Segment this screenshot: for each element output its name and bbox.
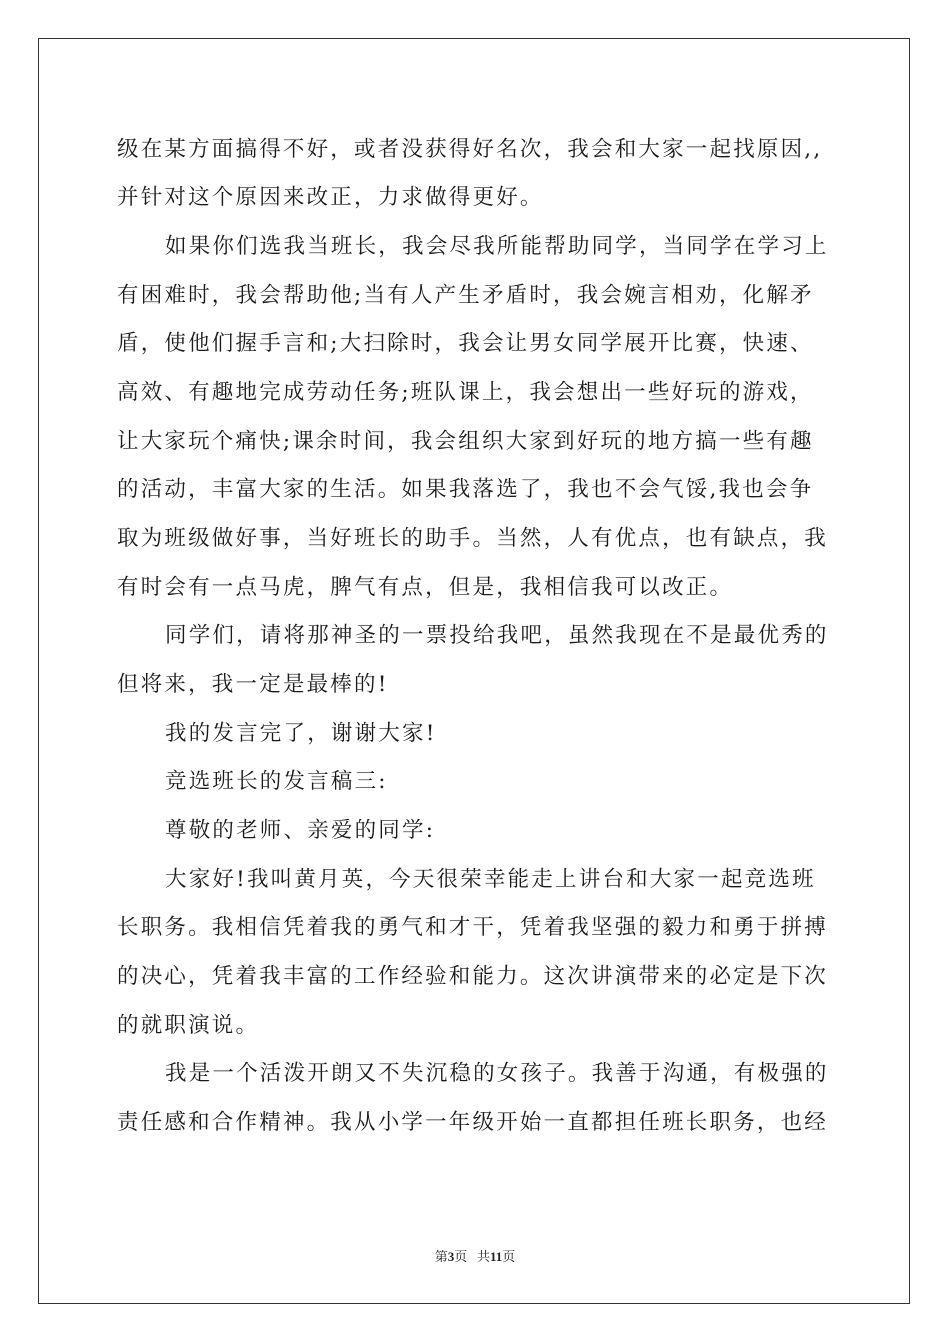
total-page-count: 11 bbox=[489, 1249, 503, 1264]
footer-total-prefix: 共 bbox=[476, 1249, 490, 1264]
body-line: 的就职演说。 bbox=[117, 1013, 260, 1038]
paragraph-start-line: 我的发言完了，谢谢大家! bbox=[165, 721, 437, 746]
body-line: 责任感和合作精神。我从小学一年级开始一直都担任班长职务，也经 bbox=[117, 1110, 829, 1135]
body-line: 并针对这个原因来改正，力求做得更好。 bbox=[117, 185, 544, 210]
body-line: 盾，使他们握手言和;大扫除时，我会让男女同学展开比赛，快速、 bbox=[117, 331, 814, 356]
current-page-number: 3 bbox=[447, 1249, 455, 1264]
body-line: 有时会有一点马虎，脾气有点，但是，我相信我可以改正。 bbox=[117, 575, 734, 600]
salutation: 尊敬的老师、亲爱的同学: bbox=[165, 818, 436, 843]
footer-prefix: 第 bbox=[434, 1249, 448, 1264]
paragraph-start-line: 如果你们选我当班长，我会尽我所能帮助同学，当同学在学习上 bbox=[165, 234, 829, 259]
paragraph-start-line: 我是一个活泼开朗又不失沉稳的女孩子。我善于沟通，有极强的 bbox=[165, 1061, 829, 1086]
body-line: 长职务。我相信凭着我的勇气和才干，凭着我坚强的毅力和勇于拼搏 bbox=[117, 915, 829, 940]
body-line: 级在某方面搞得不好，或者没获得好名次，我会和大家一起找原因,, bbox=[117, 137, 823, 162]
body-line: 高效、有趣地完成劳动任务;班队课上，我会想出一些好玩的游戏， bbox=[117, 380, 814, 405]
body-line: 取为班级做好事，当好班长的助手。当然，人有优点，也有缺点，我 bbox=[117, 526, 829, 551]
page-footer bbox=[0, 1248, 950, 1266]
body-line: 的活动，丰富大家的生活。如果我落选了，我也不会气馁,我也会争 bbox=[117, 477, 814, 502]
footer-total-unit: 页 bbox=[502, 1249, 516, 1264]
section-heading: 竞选班长的发言稿三: bbox=[165, 769, 388, 794]
body-line: 但将来，我一定是最棒的! bbox=[117, 672, 389, 697]
body-line: 有困难时，我会帮助他;当有人产生矛盾时，我会婉言相劝，化解矛 bbox=[117, 283, 814, 308]
body-line: 的决心，凭着我丰富的工作经验和能力。这次讲演带来的必定是下次 bbox=[117, 964, 829, 989]
paragraph-start-line: 大家好!我叫黄月英，今天很荣幸能走上讲台和大家一起竞选班 bbox=[165, 867, 816, 892]
footer-page-unit: 页 bbox=[454, 1249, 468, 1264]
paragraph-start-line: 同学们，请将那神圣的一票投给我吧，虽然我现在不是最优秀的 bbox=[165, 623, 829, 648]
body-line: 让大家玩个痛快;课余时间，我会组织大家到好玩的地方搞一些有趣 bbox=[117, 429, 814, 454]
